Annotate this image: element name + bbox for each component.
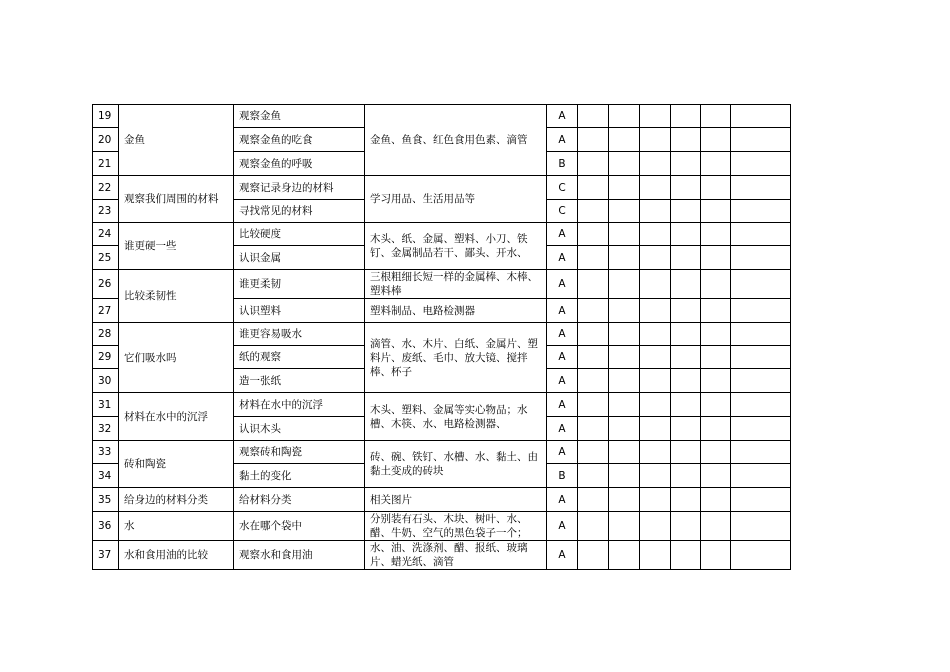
- table-row: [93, 441, 791, 464]
- empty-cell: [731, 512, 791, 541]
- empty-cell: [609, 128, 640, 152]
- level-cell: B: [547, 152, 578, 176]
- empty-cell: [578, 541, 609, 570]
- empty-cell: [609, 105, 640, 128]
- empty-cell: [609, 346, 640, 369]
- empty-cell: [640, 541, 671, 570]
- empty-cell: [578, 441, 609, 464]
- level-cell: A: [547, 488, 578, 512]
- empty-cell: [578, 512, 609, 541]
- materials-cell: 学习用品、生活用品等: [365, 176, 547, 223]
- table-row: [93, 270, 791, 299]
- empty-cell: [701, 541, 731, 570]
- empty-cell: [701, 152, 731, 176]
- row-number: 26: [93, 270, 119, 299]
- empty-cell: [609, 369, 640, 393]
- activity-cell: 纸的观察: [234, 346, 365, 369]
- activity-cell: 水在哪个袋中: [234, 512, 365, 541]
- empty-cell: [578, 346, 609, 369]
- level-cell: A: [547, 393, 578, 417]
- empty-cell: [640, 512, 671, 541]
- level-cell: A: [547, 128, 578, 152]
- empty-cell: [671, 393, 701, 417]
- materials-cell: 塑料制品、电路检测器: [365, 299, 547, 323]
- materials-cell: 水、油、洗涤剂、醋、报纸、玻璃片、蜡光纸、滴管: [365, 541, 547, 570]
- lesson-cell: 谁更硬一些: [119, 223, 234, 270]
- empty-cell: [671, 246, 701, 270]
- empty-cell: [731, 393, 791, 417]
- empty-cell: [671, 105, 701, 128]
- empty-cell: [640, 346, 671, 369]
- row-number: 30: [93, 369, 119, 393]
- empty-cell: [640, 488, 671, 512]
- empty-cell: [609, 200, 640, 223]
- empty-cell: [731, 105, 791, 128]
- empty-cell: [640, 152, 671, 176]
- empty-cell: [701, 393, 731, 417]
- empty-cell: [701, 200, 731, 223]
- row-number: 35: [93, 488, 119, 512]
- row-number: 24: [93, 223, 119, 246]
- activity-cell: 材料在水中的沉浮: [234, 393, 365, 417]
- lesson-cell: 水: [119, 512, 234, 541]
- empty-cell: [640, 464, 671, 488]
- empty-cell: [701, 323, 731, 346]
- level-cell: A: [547, 441, 578, 464]
- empty-cell: [731, 323, 791, 346]
- materials-cell: 相关图片: [365, 488, 547, 512]
- empty-cell: [640, 441, 671, 464]
- row-number: 25: [93, 246, 119, 270]
- empty-cell: [640, 417, 671, 441]
- activity-cell: 观察金鱼的呼吸: [234, 152, 365, 176]
- activity-cell: 比较硬度: [234, 223, 365, 246]
- empty-cell: [701, 223, 731, 246]
- empty-cell: [731, 369, 791, 393]
- empty-cell: [671, 200, 701, 223]
- activity-cell: 黏土的变化: [234, 464, 365, 488]
- table-row: [93, 488, 791, 512]
- level-cell: A: [547, 105, 578, 128]
- activity-cell: 观察金鱼: [234, 105, 365, 128]
- empty-cell: [578, 176, 609, 200]
- empty-cell: [701, 128, 731, 152]
- activity-cell: 观察记录身边的材料: [234, 176, 365, 200]
- materials-cell: 木头、塑料、金属等实心物品；水槽、木筷、水、电路检测器、: [365, 393, 547, 441]
- empty-cell: [609, 270, 640, 299]
- table-row: [93, 393, 791, 417]
- empty-cell: [640, 299, 671, 323]
- activity-cell: 寻找常见的材料: [234, 200, 365, 223]
- empty-cell: [701, 246, 731, 270]
- materials-cell: 木头、纸、金属、塑料、小刀、铁钉、金属制品若干、鄙头、开水、: [365, 223, 547, 270]
- empty-cell: [731, 200, 791, 223]
- empty-cell: [671, 223, 701, 246]
- lesson-cell: 它们吸水吗: [119, 323, 234, 393]
- table-row: [93, 223, 791, 246]
- empty-cell: [671, 541, 701, 570]
- empty-cell: [731, 152, 791, 176]
- empty-cell: [701, 369, 731, 393]
- lesson-cell: 观察我们周围的材料: [119, 176, 234, 223]
- activity-cell: 认识塑料: [234, 299, 365, 323]
- empty-cell: [640, 369, 671, 393]
- level-cell: A: [547, 541, 578, 570]
- empty-cell: [609, 246, 640, 270]
- empty-cell: [609, 417, 640, 441]
- empty-cell: [578, 393, 609, 417]
- empty-cell: [701, 176, 731, 200]
- empty-cell: [731, 488, 791, 512]
- row-number: 36: [93, 512, 119, 541]
- empty-cell: [578, 128, 609, 152]
- level-cell: A: [547, 299, 578, 323]
- empty-cell: [640, 128, 671, 152]
- empty-cell: [731, 417, 791, 441]
- empty-cell: [640, 246, 671, 270]
- level-cell: A: [547, 323, 578, 346]
- lesson-cell: 砖和陶瓷: [119, 441, 234, 488]
- empty-cell: [609, 223, 640, 246]
- row-number: 37: [93, 541, 119, 570]
- empty-cell: [640, 176, 671, 200]
- activity-cell: 给材料分类: [234, 488, 365, 512]
- row-number: 20: [93, 128, 119, 152]
- level-cell: B: [547, 464, 578, 488]
- empty-cell: [701, 512, 731, 541]
- table-row: [93, 176, 791, 200]
- empty-cell: [640, 323, 671, 346]
- lesson-cell: 比较柔韧性: [119, 270, 234, 323]
- empty-cell: [578, 464, 609, 488]
- empty-cell: [731, 346, 791, 369]
- lesson-cell: 材料在水中的沉浮: [119, 393, 234, 441]
- activity-cell: 观察金鱼的吃食: [234, 128, 365, 152]
- level-cell: C: [547, 176, 578, 200]
- row-number: 19: [93, 105, 119, 128]
- materials-cell: 三根粗细长短一样的金属棒、木棒、塑料棒: [365, 270, 547, 299]
- empty-cell: [701, 488, 731, 512]
- empty-cell: [578, 246, 609, 270]
- empty-cell: [671, 369, 701, 393]
- empty-cell: [640, 270, 671, 299]
- empty-cell: [578, 223, 609, 246]
- empty-cell: [671, 417, 701, 441]
- level-cell: A: [547, 346, 578, 369]
- empty-cell: [671, 270, 701, 299]
- empty-cell: [609, 299, 640, 323]
- empty-cell: [578, 200, 609, 223]
- empty-cell: [640, 223, 671, 246]
- empty-cell: [731, 176, 791, 200]
- activity-cell: 观察砖和陶瓷: [234, 441, 365, 464]
- experiment-table: [92, 104, 791, 570]
- level-cell: A: [547, 270, 578, 299]
- empty-cell: [578, 369, 609, 393]
- empty-cell: [609, 152, 640, 176]
- activity-cell: 认识金属: [234, 246, 365, 270]
- materials-cell: 金鱼、鱼食、红色食用色素、滴管: [365, 105, 547, 176]
- empty-cell: [731, 223, 791, 246]
- empty-cell: [578, 105, 609, 128]
- level-cell: A: [547, 223, 578, 246]
- empty-cell: [701, 105, 731, 128]
- row-number: 32: [93, 417, 119, 441]
- empty-cell: [609, 541, 640, 570]
- empty-cell: [671, 464, 701, 488]
- empty-cell: [671, 176, 701, 200]
- lesson-cell: 水和食用油的比较: [119, 541, 234, 570]
- row-number: 22: [93, 176, 119, 200]
- empty-cell: [578, 488, 609, 512]
- empty-cell: [609, 176, 640, 200]
- level-cell: A: [547, 246, 578, 270]
- empty-cell: [609, 441, 640, 464]
- empty-cell: [640, 105, 671, 128]
- empty-cell: [640, 393, 671, 417]
- empty-cell: [640, 200, 671, 223]
- activity-cell: 造一张纸: [234, 369, 365, 393]
- empty-cell: [609, 464, 640, 488]
- empty-cell: [701, 464, 731, 488]
- empty-cell: [701, 346, 731, 369]
- lesson-cell: 给身边的材料分类: [119, 488, 234, 512]
- lesson-cell: 金鱼: [119, 105, 234, 176]
- empty-cell: [609, 488, 640, 512]
- empty-cell: [731, 299, 791, 323]
- empty-cell: [731, 270, 791, 299]
- empty-cell: [701, 299, 731, 323]
- empty-cell: [731, 441, 791, 464]
- level-cell: C: [547, 200, 578, 223]
- row-number: 28: [93, 323, 119, 346]
- empty-cell: [731, 464, 791, 488]
- activity-cell: 谁更柔韧: [234, 270, 365, 299]
- empty-cell: [671, 299, 701, 323]
- empty-cell: [671, 128, 701, 152]
- empty-cell: [578, 270, 609, 299]
- empty-cell: [671, 441, 701, 464]
- activity-cell: 谁更容易吸水: [234, 323, 365, 346]
- row-number: 23: [93, 200, 119, 223]
- row-number: 33: [93, 441, 119, 464]
- empty-cell: [701, 441, 731, 464]
- materials-cell: 分别装有石头、木块、树叶、水、醋、牛奶、空气的黑色袋子一个；: [365, 512, 547, 541]
- empty-cell: [578, 417, 609, 441]
- row-number: 21: [93, 152, 119, 176]
- empty-cell: [731, 541, 791, 570]
- empty-cell: [609, 323, 640, 346]
- empty-cell: [609, 393, 640, 417]
- empty-cell: [701, 270, 731, 299]
- row-number: 27: [93, 299, 119, 323]
- empty-cell: [671, 512, 701, 541]
- table-row: [93, 105, 791, 128]
- row-number: 29: [93, 346, 119, 369]
- level-cell: A: [547, 512, 578, 541]
- table-row: [93, 512, 791, 541]
- activity-cell: 观察水和食用油: [234, 541, 365, 570]
- activity-cell: 认识木头: [234, 417, 365, 441]
- row-number: 31: [93, 393, 119, 417]
- empty-cell: [671, 152, 701, 176]
- empty-cell: [609, 512, 640, 541]
- materials-cell: 砖、碗、铁钉、水槽、水、黏土、由黏土变成的砖块: [365, 441, 547, 488]
- empty-cell: [701, 417, 731, 441]
- empty-cell: [578, 152, 609, 176]
- level-cell: A: [547, 369, 578, 393]
- table-row: [93, 323, 791, 346]
- row-number: 34: [93, 464, 119, 488]
- empty-cell: [671, 323, 701, 346]
- empty-cell: [671, 346, 701, 369]
- empty-cell: [731, 128, 791, 152]
- empty-cell: [731, 246, 791, 270]
- table-row: [93, 541, 791, 570]
- empty-cell: [578, 299, 609, 323]
- empty-cell: [671, 488, 701, 512]
- materials-cell: 滴管、水、木片、白纸、金属片、塑料片、废纸、毛巾、放大镜、搅拌棒、杯子: [365, 323, 547, 393]
- empty-cell: [578, 323, 609, 346]
- level-cell: A: [547, 417, 578, 441]
